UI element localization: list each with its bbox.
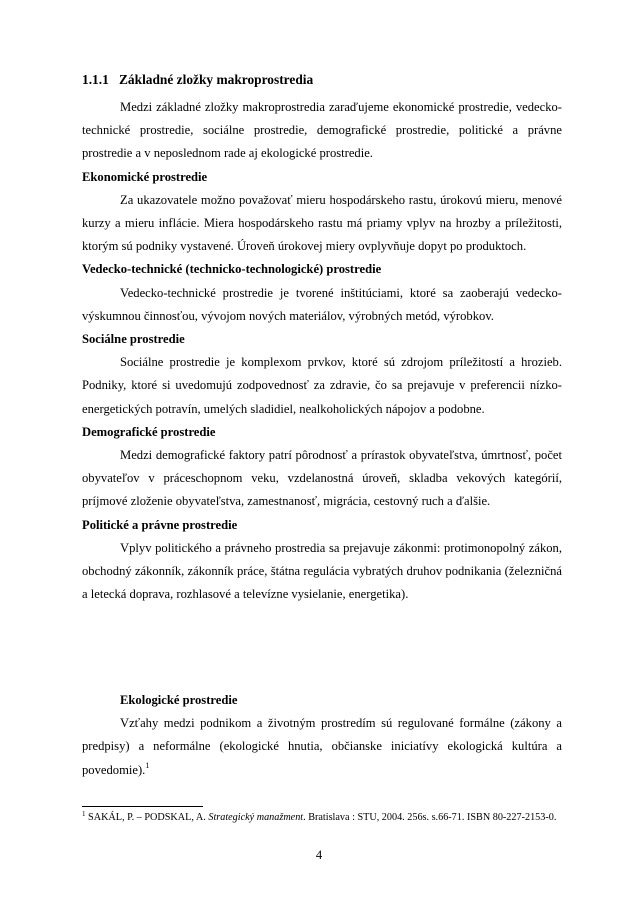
footnote-authors: SAKÁL, P. – PODSKAL, A. [88, 812, 206, 823]
page-number: 4 [315, 848, 323, 862]
subsection-title-political: Politické a právne prostredie [82, 517, 238, 532]
section-number: 1.1.1 [82, 72, 109, 87]
ecological-text: Vzťahy medzi podnikom a životným prostredím sú regulované formálne (zákony a predpisy) a neformálne (ekologické hnutia, občianske iniciatívy ekologická kultúra a povedomie). [82, 716, 562, 777]
subsection-text-scientific: Vedecko-technické prostredie je tvorené inštitúciami, ktoré sa zaoberajú vedecko-výskumnou činnosťou, vývojom nových materiálov, výrobných metód, výrobkov. [82, 285, 562, 323]
section-heading [82, 72, 313, 88]
main-text [82, 96, 562, 606]
subsection-text-ecological [82, 712, 562, 782]
subsection-text-political: Vplyv politického a právneho prostredia sa prejavuje zákonmi: protimonopolný zákon, obchodný zákonník, zákonník práce, štátna regulácia vybratých druhov podnikania (železničná a letecká doprava, rozhlasové a televízne vysielanie, energetika). [82, 540, 562, 602]
subsection-title-scientific: Vedecko-technické (technicko-technologické) prostredie [82, 262, 382, 277]
subsection-title-demographic: Demografické prostredie [82, 424, 216, 439]
subsection-text-demographic: Medzi demografické faktory patrí pôrodnosť a prírastok obyvateľstva, úmrtnosť, počet obyvateľov v práceschopnom veku, vzdelanostná úroveň, skladba vekových kategórií, príjmové zloženie obyvateľstva, zamestnanosť, migrácia, cestovný ruch a ďalšie. [82, 448, 562, 509]
ecological-section [82, 689, 562, 782]
subsection-title-economic: Ekonomické prostredie [82, 169, 208, 184]
footnote [82, 810, 562, 826]
subsection-text-social: Sociálne prostredie je komplexom prvkov, ktoré sú zdrojom príležitostí a hrozieb. Podniky, ktoré si uvedomujú zodpovednosť za zdravie, čo sa prejavuje v preferencii nízko-energetických potravín, umelých sladidiel, nealkoholických nápojov a podobne. [82, 355, 562, 416]
footnote-book-title: Strategický manažment [208, 812, 304, 823]
intro-paragraph: Medzi základné zložky makroprostredia zaraďujeme ekonomické prostredie, vedecko-technické prostredie, sociálne prostredie, demografické prostredie, politické a právne prostredie a v neposlednom rade aj ekologické prostredie. [82, 100, 562, 161]
footnote-details: . Bratislava : STU, 2004. 256s. s.66-71. ISBN 80-227-2153-0. [303, 812, 557, 823]
subsection-title-ecological: Ekologické prostredie [120, 693, 238, 707]
subsection-text-economic: Za ukazovatele možno považovať mieru hospodárskeho rastu, úrokovú mieru, menové kurzy a mieru inflácie. Miera hospodárskeho rastu má priamy vplyv na hrozby a príležitosti, ktorým sú podniky vystavené. Úroveň úrokovej miery ovplyvňuje dopyt po produktoch. [82, 192, 562, 254]
section-title: Základné zložky makroprostredia [119, 72, 314, 87]
footnote-reference[interactable]: 1 [145, 760, 150, 770]
footnote-marker: 1 [82, 810, 86, 818]
subsection-title-social: Sociálne prostredie [82, 332, 185, 347]
footnote-divider [82, 806, 203, 807]
